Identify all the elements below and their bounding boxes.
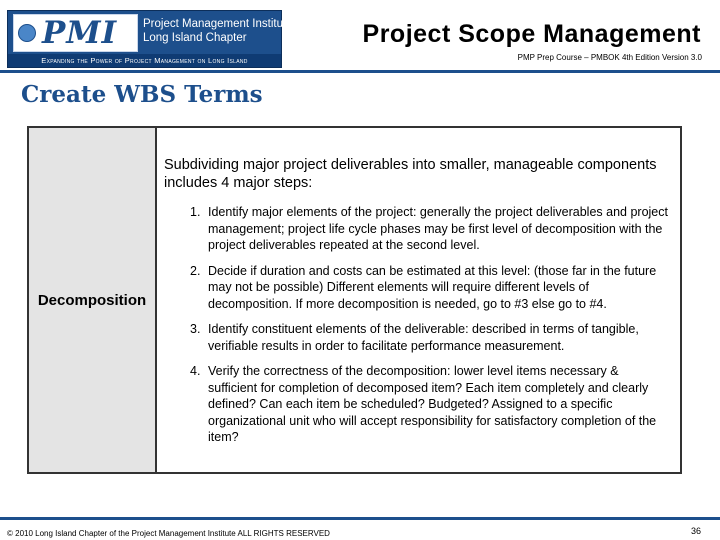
header-divider — [0, 70, 720, 73]
section-heading: Create WBS Terms — [21, 81, 263, 108]
step-number: 2. — [190, 263, 201, 278]
pmi-logo — [7, 10, 293, 68]
term-label: Decomposition — [37, 291, 147, 309]
term-cell — [29, 128, 157, 472]
logo-mark-text: PMI — [42, 14, 118, 51]
logo-text — [143, 17, 293, 45]
step-text: Identify major elements of the project: generally the project deliverables and project management; project life cycle phases may be first level of decomposition with the project deliverables repeated at the second level. — [208, 205, 668, 252]
step-number: 3. — [190, 322, 201, 336]
slide-title: Project Scope Management — [362, 20, 701, 48]
course-subtitle: PMP Prep Course – PMBOK 4th Edition Version 3.0 — [517, 53, 702, 62]
footer-divider — [0, 517, 720, 520]
step-text: Identify constituent elements of the deliverable: described in terms of tangible, verifiable results in order to facilitate performance measurement. — [208, 322, 639, 353]
step-text: Verify the correctness of the decomposition: lower level items necessary & sufficient for completion of decomposed item? Each item completely and clearly defined? Can each item be scheduled? Budgeted? Assigned to a specific organizational unit who will accept responsibility for satisfactory completion of the item? — [208, 364, 657, 444]
step-item — [164, 321, 672, 354]
terms-table — [27, 126, 682, 474]
step-number: 4. — [190, 364, 201, 378]
copyright-notice: © 2010 Long Island Chapter of the Project Management Institute ALL RIGHTS RESERVED — [7, 529, 330, 538]
definition-intro: Subdividing major project deliverables into smaller, manageable components includes 4 major steps: — [164, 157, 657, 191]
step-item — [164, 363, 672, 446]
definition-cell — [157, 128, 680, 472]
logo-line-2: Long Island Chapter — [143, 32, 247, 44]
globe-icon — [18, 24, 36, 42]
logo-mark — [13, 14, 138, 52]
logo-line-1: Project Management Institute — [143, 18, 293, 30]
logo-tagline: Expanding the Power of Project Management on Long Island — [8, 54, 281, 67]
logo-top — [8, 11, 293, 55]
step-item — [164, 204, 672, 254]
step-number: 1. — [190, 205, 201, 219]
step-text: Decide if duration and costs can be estimated at this level: (those far in the future may not be possible) Different elements will require different levels of decomposition. If more decomposition is needed, go to #3 else go to #4. — [208, 263, 657, 311]
step-item — [164, 263, 672, 313]
steps-list — [164, 204, 672, 446]
page-number: 36 — [690, 526, 701, 536]
